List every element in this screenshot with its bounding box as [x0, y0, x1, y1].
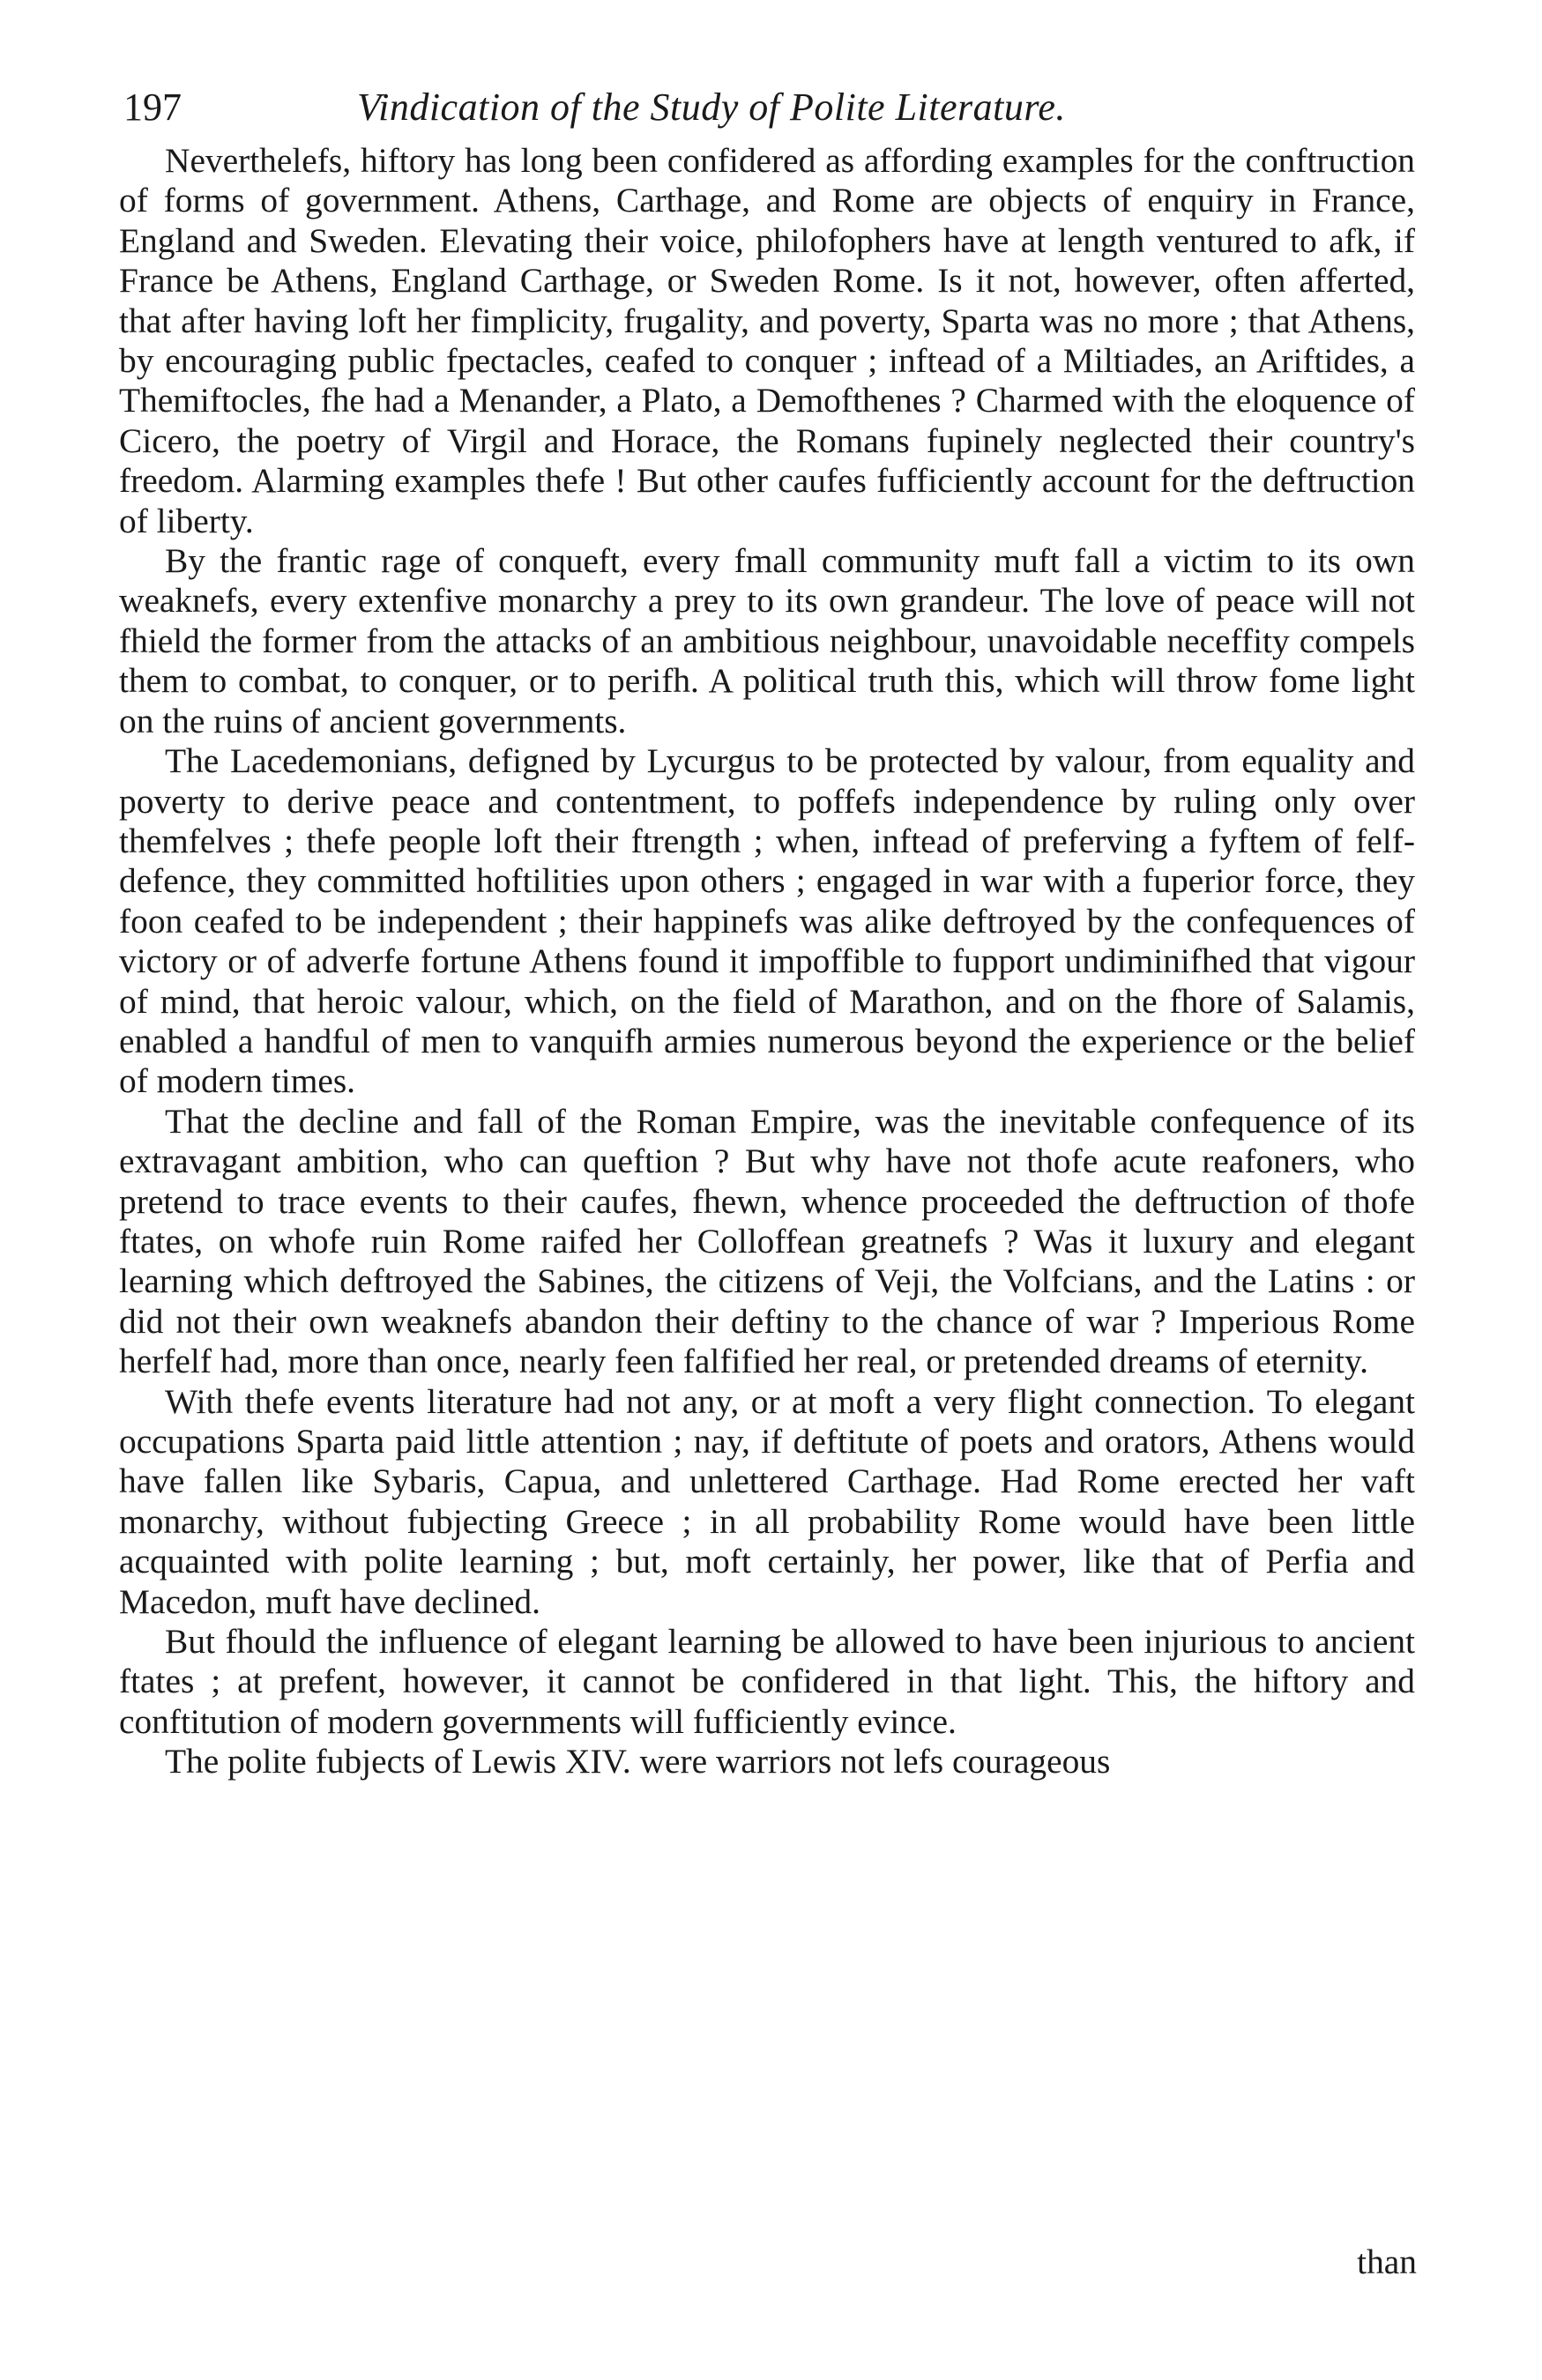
running-title: Vindication of the Study of Polite Literature.	[357, 86, 1066, 129]
paragraph-elegant-learning: But fhould the influence of elegant learning be allowed to have been injurious to ancient ftates ; at prefent, however, it cannot be confidered in that light. This, the hiftory and conftitution of modern governments will fufficiently evince.	[119, 1622, 1415, 1741]
paragraph-lewis-xiv: The polite fubjects of Lewis XIV. were warriors not lefs courageous	[165, 1742, 1111, 1781]
paragraph-frantic-rage: By the frantic rage of conqueft, every fmall community muft fall a victim to its own weaknefs, every extenfive monarchy a prey to its own grandeur. The love of peace will not fhield the former from the attacks of an ambitious neighbour, unavoidable neceffity compels them to combat, to conquer, or to perifh. A political truth this, which will throw fome light on the ruins of ancient governments.	[119, 541, 1415, 740]
body-text	[119, 141, 1415, 1782]
paragraph-literature-connection: With thefe events literature had not any, or at moft a very flight connection. To elegant occupations Sparta paid little attention ; nay, if deftitute of poets and orators, Athens would have fallen like Sybaris, Capua, and unlettered Carthage. Had Rome erected her vaft monarchy, without fubjecting Greece ; in all probability Rome would have been little acquainted with polite learning ; but, moft certainly, her power, like that of Perfia and Macedon, muft have declined.	[119, 1381, 1415, 1621]
catchword: than	[1357, 2242, 1417, 2281]
paragraph-lacedemonians: The Lacedemonians, defigned by Lycurgus to be protected by valour, from equality and poverty to derive peace and contentment, to poffefs independence by ruling only over themfelves ; thefe people loft their ftrength ; when, inftead of preferving a fyftem of felf-defence, they committed hoftilities upon others ; engaged in war with a fuperior force, they foon ceafed to be independent ; their happinefs was alike deftroyed by the confequences of victory or of adverfe fortune Athens found it impoffible to fupport undiminifhed that vigour of mind, that heroic valour, which, on the field of Marathon, and on the fhore of Salamis, enabled a handful of men to vanquifh armies numerous beyond the experience or the belief of modern times.	[119, 741, 1415, 1101]
page-number: 197	[123, 86, 182, 129]
paragraph-history-examples: Neverthelefs, hiftory has long been confidered as affording examples for the conftruction of forms of government. Athens, Carthage, and Rome are objects of enquiry in France, England and Sweden. Elevating their voice, philofophers have at length ventured to afk, if France be Athens, England Carthage, or Sweden Rome. Is it not, however, often afferted, that after having loft her fimplicity, frugality, and poverty, Sparta was no more ; that Athens, by encouraging public fpectacles, ceafed to conquer ; inftead of a Miltiades, an Ariftides, a Themiftocles, fhe had a Menander, a Plato, a Demofthenes ? Charmed with the eloquence of Cicero, the poetry of Virgil and Horace, the Romans fupinely neglected their country's freedom. Alarming examples thefe ! But other caufes fufficiently account for the deftruction of liberty.	[119, 141, 1415, 540]
page-header	[123, 81, 1428, 134]
paragraph-roman-empire: That the decline and fall of the Roman Empire, was the inevitable confequence of its extravagant ambition, who can queftion ? But why have not thofe acute reafoners, who pretend to trace events to their caufes, fhewn, whence proceeded the deftruction of thofe ftates, on whofe ruin Rome raifed her Colloffean greatnefs ? Was it luxury and elegant learning which deftroyed the Sabines, the citizens of Veji, the Volfcians, and the Latins : or did not their own weaknefs abandon their deftiny to the chance of war ? Imperious Rome herfelf had, more than once, nearly feen falfified her real, or pretended dreams of eternity.	[119, 1101, 1415, 1381]
